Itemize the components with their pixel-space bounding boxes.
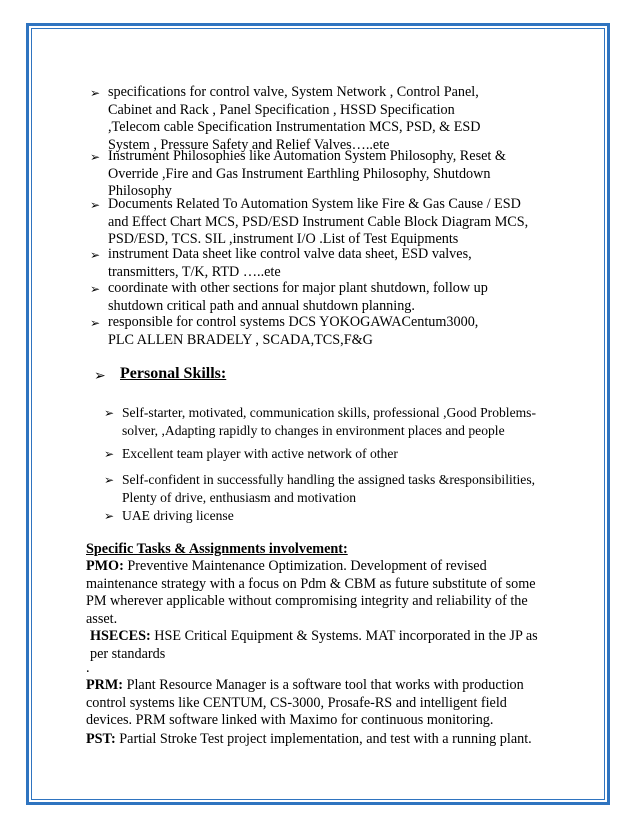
bullet-item <box>108 84 481 154</box>
hseces-line: per standards <box>90 645 166 662</box>
pmo-line: maintenance strategy with a focus on Pdm & CBM as future substitute of some <box>86 575 536 592</box>
skill-line: Self-confident in successfully handling the assigned tasks &responsibilities, <box>122 472 536 487</box>
pmo-label: PMO: <box>86 558 124 574</box>
bullet-item <box>108 148 506 201</box>
skill-item <box>122 471 535 506</box>
bullet-arrow-icon: ➢ <box>90 86 101 100</box>
pmo-line: asset. <box>86 610 118 627</box>
bullet-arrow-icon: ➢ <box>104 406 115 420</box>
bullet-line: transmitters, T/K, RTD …..ete <box>108 263 281 280</box>
bullet-arrow-icon: ➢ <box>104 447 115 461</box>
bullet-line: PLC ALLEN BRADELY , SCADA,TCS,F&G <box>108 331 373 348</box>
bullet-line: specifications for control valve, System Network , Control Panel, <box>108 84 479 100</box>
pst-label: PST: <box>86 731 116 747</box>
pst-paragraph <box>86 731 532 749</box>
assignments-heading: Specific Tasks & Assignments involvement: <box>86 541 348 557</box>
bullet-line: System , Pressure Safety and Relief Valves…..ete <box>108 136 390 153</box>
bullet-arrow-icon: ➢ <box>94 368 106 384</box>
bullet-arrow-icon: ➢ <box>90 150 101 164</box>
pmo-paragraph <box>86 558 536 628</box>
bullet-arrow-icon: ➢ <box>104 473 115 487</box>
bullet-arrow-icon: ➢ <box>90 316 101 330</box>
prm-label: PRM: <box>86 677 124 693</box>
skill-line: Plenty of drive, enthusiasm and motivation <box>122 489 357 505</box>
bullet-line: Philosophy <box>108 183 172 200</box>
bullet-line: PSD/ESD, TCS. SIL ,instrument I/O .List of Test Equipments <box>108 231 459 248</box>
bullet-item <box>108 280 488 315</box>
bullet-line: and Effect Chart MCS, PSD/ESD Instrument Cable Block Diagram MCS, <box>108 213 529 230</box>
bullet-line: shutdown critical path and annual shutdown planning. <box>108 297 415 314</box>
personal-skills-heading: Personal Skills: <box>120 365 227 382</box>
bullet-line: Cabinet and Rack , Panel Specification , HSSD Specification <box>108 101 455 118</box>
prm-paragraph <box>86 677 524 730</box>
bullet-arrow-icon: ➢ <box>90 248 101 262</box>
bullet-item <box>108 246 472 281</box>
bullet-line: Override ,Fire and Gas Instrument Earthling Philosophy, Shutdown <box>108 165 491 182</box>
skill-line: Excellent team player with active network of other <box>122 446 398 461</box>
bullet-item <box>108 196 528 249</box>
bullet-line: instrument Data sheet like control valve data sheet, ESD valves, <box>108 246 472 262</box>
skill-line: Self-starter, motivated, communication skills, professional ,Good Problems- <box>122 405 536 420</box>
prm-line: control systems like CENTUM, CS-3000, Prosafe-RS and intelligent field <box>86 694 507 711</box>
separator-dot: . <box>86 660 90 676</box>
bullet-arrow-icon: ➢ <box>90 198 101 212</box>
hseces-label: HSECES: <box>90 628 151 644</box>
pst-text: Partial Stroke Test project implementation, and test with a running plant. <box>115 731 532 747</box>
pmo-line: PM wherever applicable without compromising integrity and reliability of the <box>86 593 528 610</box>
bullet-arrow-icon: ➢ <box>104 509 115 523</box>
bullet-arrow-icon: ➢ <box>90 282 101 296</box>
hseces-paragraph <box>90 628 538 663</box>
bullet-item <box>108 314 478 349</box>
prm-line: devices. PRM software linked with Maximo for continuous monitoring. <box>86 712 494 729</box>
skill-item <box>122 404 536 439</box>
skill-item <box>122 445 398 463</box>
skill-line: UAE driving license <box>122 508 234 523</box>
bullet-line: Documents Related To Automation System like Fire & Gas Cause / ESD <box>108 196 521 212</box>
bullet-line: responsible for control systems DCS YOKOGAWACentum3000, <box>108 314 479 330</box>
bullet-line: ,Telecom cable Specification Instrumentation MCS, PSD, & ESD <box>108 119 481 136</box>
prm-line: Plant Resource Manager is a software tool that works with production <box>123 677 524 693</box>
pmo-line: Preventive Maintenance Optimization. Development of revised <box>123 558 487 574</box>
bullet-line: Instrument Philosophies like Automation System Philosophy, Reset & <box>108 148 506 164</box>
hseces-line: HSE Critical Equipment & Systems. MAT incorporated in the JP as <box>150 628 538 644</box>
skill-line: solver, ,Adapting rapidly to changes in environment places and people <box>122 422 505 438</box>
bullet-line: coordinate with other sections for major plant shutdown, follow up <box>108 280 488 296</box>
skill-item <box>122 507 234 525</box>
